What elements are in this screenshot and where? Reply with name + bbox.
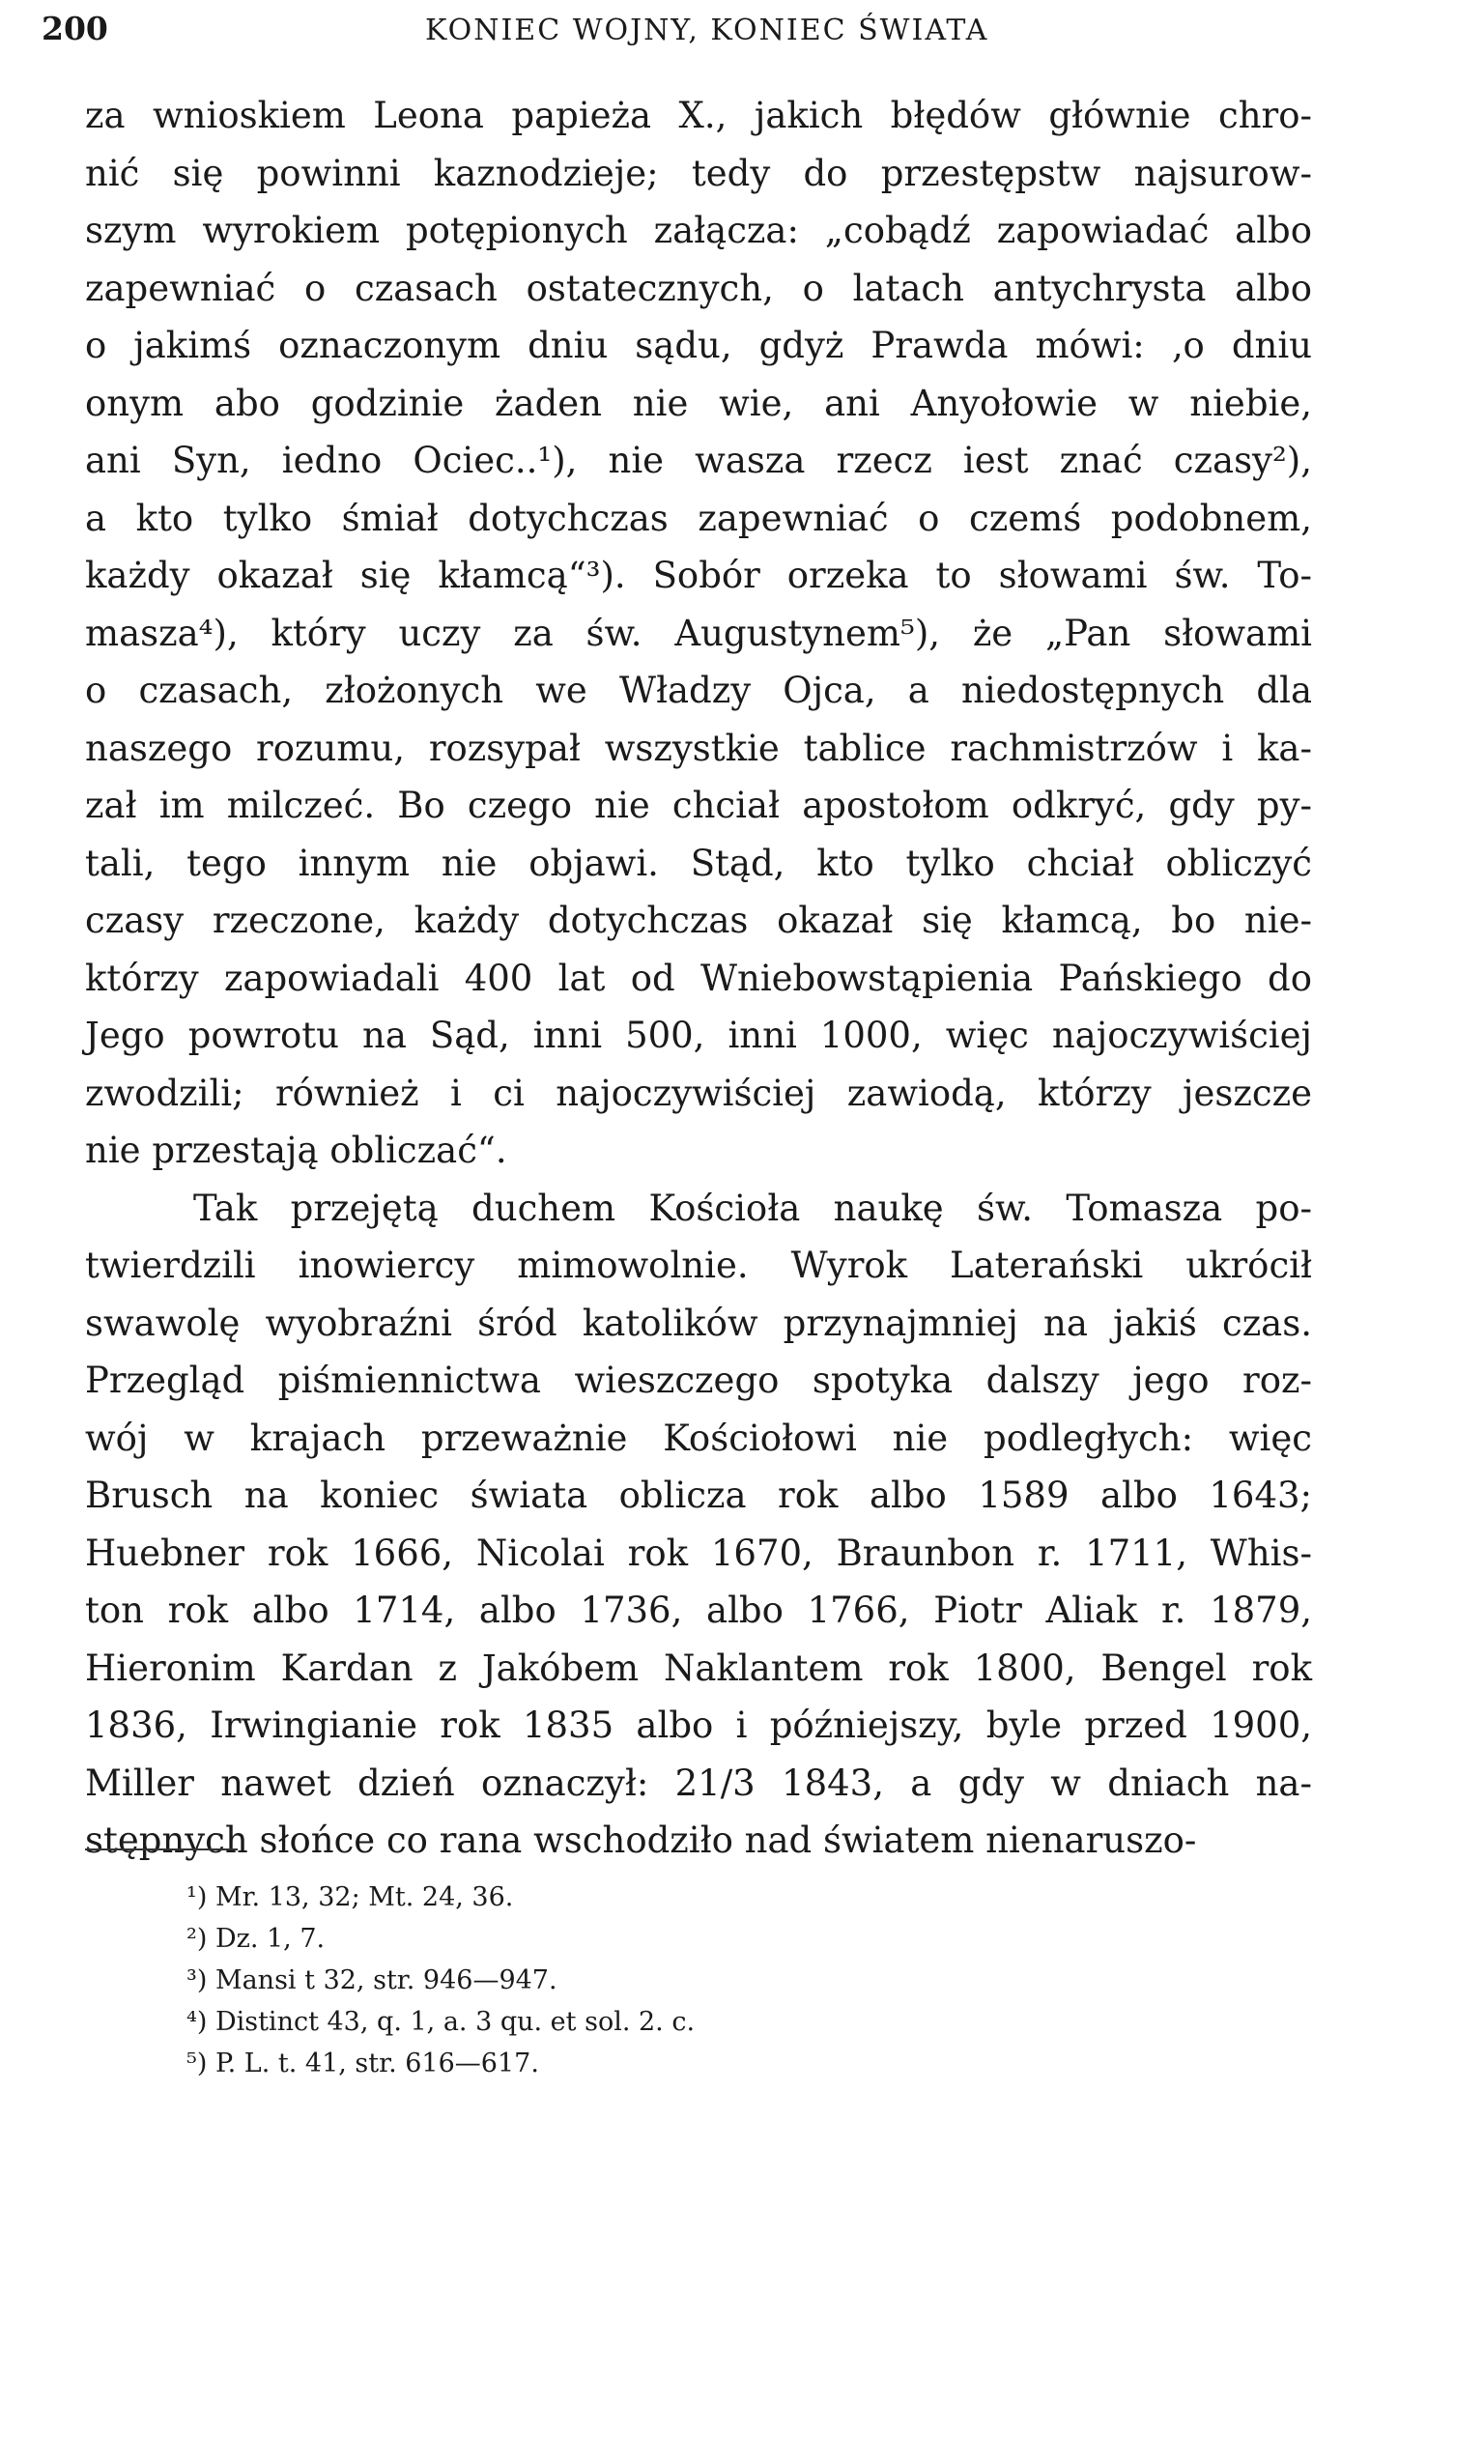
text-line: Hieronim Kardan z Jakóbem Naklantem rok 1800, Bengel rok bbox=[85, 1647, 1312, 1689]
text-line: Przegląd piśmiennictwa wieszczego spotyka dalszy jego roz- bbox=[85, 1360, 1312, 1401]
text-line: za wnioskiem Leona papieża X., jakich błędów głównie chro- bbox=[85, 95, 1312, 136]
text-line: którzy zapowiadali 400 lat od Wniebowstąpienia Pańskiego do bbox=[85, 957, 1312, 999]
running-title: KONIEC WOJNY, KONIEC ŚWIATA bbox=[425, 14, 989, 47]
text-line: zał im milczeć. Bo czego nie chciał apostołom odkryć, gdy py- bbox=[85, 785, 1312, 826]
footnote: ²) Dz. 1, 7. bbox=[186, 1924, 326, 1954]
footnotes bbox=[186, 1877, 695, 2084]
text-line: o jakimś oznaczonym dniu sądu, gdyż Prawda mówi: ‚o dniu bbox=[85, 325, 1312, 366]
text-line: czasy rzeczone, każdy dotychczas okazał się kłamcą, bo nie- bbox=[85, 900, 1312, 941]
text-line: 1836, Irwingianie rok 1835 albo i późniejszy, byle przed 1900, bbox=[85, 1705, 1312, 1746]
footnote: ¹) Mr. 13, 32; Mt. 24, 36. bbox=[186, 1882, 514, 1912]
page-header bbox=[0, 10, 1484, 58]
text-line: nić się powinni kaznodzieje; tedy do przestępstw najsurow- bbox=[85, 152, 1312, 194]
text-line: stępnych słońce co rana wschodziło nad światem nienaruszo- bbox=[85, 1819, 1197, 1861]
footnote-divider bbox=[85, 1848, 238, 1850]
text-line: onym abo godzinie żaden nie wie, ani Anyołowie w niebie, bbox=[85, 382, 1312, 424]
text-line: o czasach, złożonych we Władzy Ojca, a niedostępnych dla bbox=[85, 670, 1312, 711]
text-line: zapewniać o czasach ostatecznych, o latach antychrysta albo bbox=[85, 267, 1312, 309]
text-line: a kto tylko śmiał dotychczas zapewniać o czemś podobnem, bbox=[85, 497, 1312, 539]
text-line: Jego powrotu na Sąd, inni 500, inni 1000, więc najoczywiściej bbox=[85, 1015, 1312, 1056]
text-line: ton rok albo 1714, albo 1736, albo 1766, Piotr Aliak r. 1879, bbox=[85, 1590, 1312, 1631]
text-line: Tak przejętą duchem Kościoła naukę św. Tomasza po- bbox=[193, 1187, 1312, 1229]
text-line: tali, tego innym nie objawi. Stąd, kto tylko chciał obliczyć bbox=[85, 842, 1312, 884]
text-line: szym wyrokiem potępionych załącza: „cobądź zapowiadać albo bbox=[85, 210, 1312, 251]
page-number: 200 bbox=[42, 10, 108, 47]
body-text bbox=[85, 87, 1312, 1870]
footnote: ³) Mansi t 32, str. 946—947. bbox=[186, 1965, 557, 1995]
text-line: Brusch na koniec świata oblicza rok albo 1589 albo 1643; bbox=[85, 1475, 1312, 1516]
text-line: Huebner rok 1666, Nicolai rok 1670, Braunbon r. 1711, Whis- bbox=[85, 1532, 1312, 1574]
text-line: zwodzili; również i ci najoczywiściej zawiodą, którzy jeszcze bbox=[85, 1072, 1312, 1114]
text-line: swawolę wyobraźni śród katolików przynajmniej na jakiś czas. bbox=[85, 1302, 1312, 1344]
text-line: ani Syn, iedno Ociec..¹), nie wasza rzecz iest znać czasy²), bbox=[85, 440, 1312, 481]
text-line: Miller nawet dzień oznaczył: 21/3 1843, a gdy w dniach na- bbox=[85, 1762, 1312, 1804]
text-line: masza⁴), który uczy za św. Augustynem⁵), że „Pan słowami bbox=[85, 612, 1312, 654]
text-line: naszego rozumu, rozsypał wszystkie tablice rachmistrzów i ka- bbox=[85, 727, 1312, 769]
text-line: nie przestają obliczać“. bbox=[85, 1130, 507, 1171]
footnote: ⁵) P. L. t. 41, str. 616—617. bbox=[186, 2049, 539, 2078]
text-line: twierdzili inowiercy mimowolnie. Wyrok Laterański ukrócił bbox=[85, 1245, 1312, 1286]
footnote: ⁴) Distinct 43, q. 1, a. 3 qu. et sol. 2. c. bbox=[186, 2007, 696, 2037]
text-line: każdy okazał się kłamcą“³). Sobór orzeka to słowami św. To- bbox=[85, 555, 1312, 596]
text-line: wój w krajach przeważnie Kościołowi nie podległych: więc bbox=[85, 1417, 1312, 1459]
